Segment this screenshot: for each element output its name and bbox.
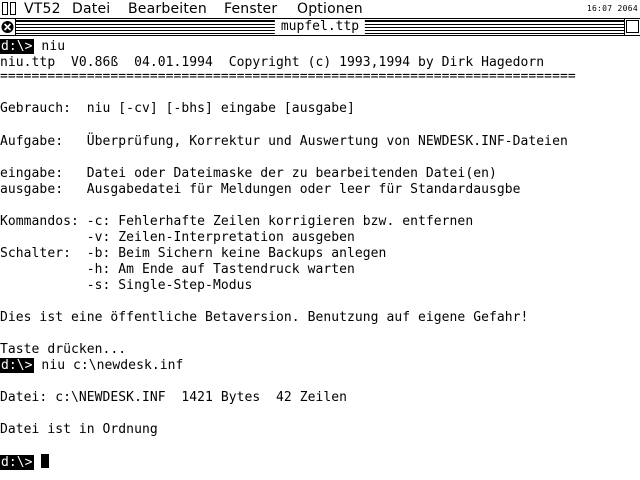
menu-optionen[interactable]: Optionen <box>297 1 363 17</box>
command-text: niu c:\newdesk.inf <box>33 358 184 373</box>
clock: 16:07 2064 <box>586 4 638 13</box>
fuller-box[interactable] <box>624 19 640 35</box>
menu-bearbeiten[interactable]: Bearbeiten <box>128 1 207 17</box>
terminal-output[interactable] <box>0 37 640 480</box>
file-ok-line: Datei ist in Ordnung <box>0 422 158 437</box>
command-line-2 <box>0 358 183 374</box>
prompt: d:\> <box>1 39 33 54</box>
task-line: Aufgabe: Überprüfung, Korrektur und Auswertung von NEWDESK.INF-Dateien <box>0 134 568 149</box>
text-cursor <box>41 454 49 468</box>
fuller-icon <box>625 19 640 35</box>
usage-line: Gebrauch: niu [-cv] [-bhs] eingabe [ausgabe] <box>0 101 355 116</box>
close-box[interactable] <box>0 19 16 35</box>
command-line-3[interactable] <box>0 454 49 470</box>
file-info-line: Datei: c:\NEWDESK.INF 1421 Bytes 42 Zeilen <box>0 390 348 405</box>
close-icon <box>0 19 15 35</box>
beta-notice-line: Dies ist eine öffentliche Betaversion. Benutzung auf eigene Gefahr! <box>0 310 529 325</box>
output-desc-line: ausgabe: Ausgabedatei für Meldungen oder leer für Standardausgbe <box>0 182 521 197</box>
command-v-line: -v: Zeilen-Interpretation ausgeben <box>0 230 355 245</box>
prompt: d:\> <box>1 358 33 373</box>
command-c-line: Kommandos: -c: Fehlerhafte Zeilen korrigieren bzw. entfernen <box>0 214 474 229</box>
version-line: niu.ttp V0.86ß 04.01.1994 Copyright (c) 1993,1994 by Dirk Hagedorn <box>0 55 545 70</box>
separator-line: ========================================================================= <box>0 69 576 84</box>
prompt: d:\> <box>1 455 33 470</box>
command-text: niu <box>33 39 66 54</box>
menu-vt52[interactable]: VT52 <box>24 1 61 17</box>
menu-fenster[interactable]: Fenster <box>224 1 278 17</box>
command-line-1 <box>0 39 65 55</box>
window-title-bar[interactable] <box>0 19 640 36</box>
menu-bar <box>0 0 640 19</box>
input-desc-line: eingabe: Datei oder Dateimaske der zu bearbeitenden Datei(en) <box>0 166 497 181</box>
window-title: mupfel.ttp <box>275 19 365 35</box>
press-key-line: Taste drücken... <box>0 342 127 357</box>
desk-menu-icon[interactable] <box>2 2 16 15</box>
switch-b-line: Schalter: -b: Beim Sichern keine Backups anlegen <box>0 246 387 261</box>
switch-s-line: -s: Single-Step-Modus <box>0 278 253 293</box>
menu-datei[interactable]: Datei <box>72 1 111 17</box>
switch-h-line: -h: Am Ende auf Tastendruck warten <box>0 262 355 277</box>
